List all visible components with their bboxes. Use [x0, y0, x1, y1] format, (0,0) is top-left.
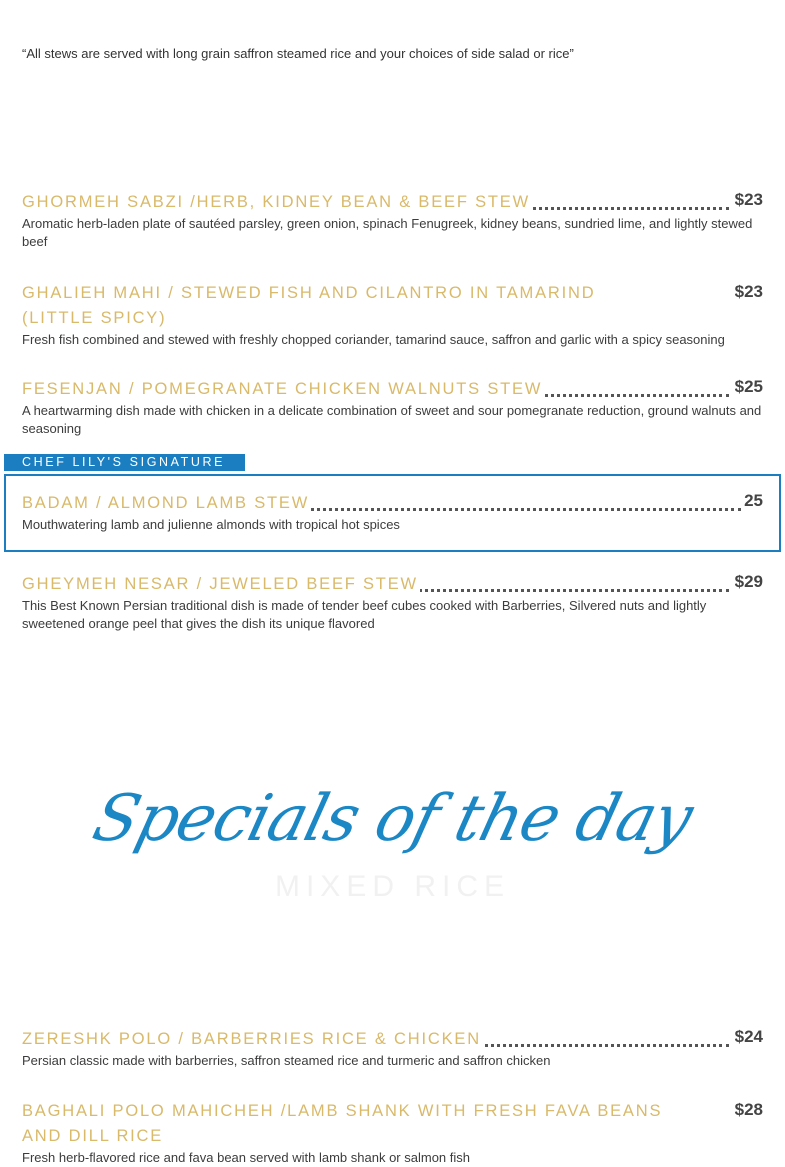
- item-description: A heartwarming dish made with chicken in a delicate combination of sweet and sour pomegranate reduction, ground walnuts and seasoning: [22, 403, 762, 436]
- item-name: GHEYMEH NESAR / JEWELED BEEF STEW: [22, 575, 418, 593]
- item-price: 25: [742, 488, 763, 513]
- menu-item-fesenjan: [22, 377, 763, 438]
- item-header: [22, 491, 763, 516]
- chef-signature-ribbon: CHEF LILY'S SIGNATURE: [4, 454, 245, 471]
- item-description: Fresh herb-flavored rice and fava bean served with lamb shank or salmon fish: [22, 1150, 470, 1165]
- specials-subtitle: MIXED RICE: [274, 870, 511, 903]
- item-header: [22, 190, 763, 215]
- item-price: $28: [733, 1097, 763, 1122]
- item-description: Mouthwatering lamb and julienne almonds with tropical hot spices: [22, 517, 400, 532]
- item-price: $29: [733, 569, 763, 594]
- item-header: [22, 1027, 763, 1052]
- item-price: $23: [733, 187, 763, 212]
- menu-item-gheymeh-nesar: [22, 572, 763, 633]
- item-header: [22, 572, 763, 597]
- item-header: [22, 281, 763, 331]
- stews-note: “All stews are served with long grain saffron steamed rice and your choices of side salad or rice”: [22, 46, 574, 61]
- item-name: ZERESHK POLO / BARBERRIES RICE & CHICKEN: [22, 1030, 481, 1048]
- item-description: Persian classic made with barberries, saffron steamed rice and turmeric and saffron chicken: [22, 1053, 551, 1068]
- menu-item-zereshk-polo: [22, 1027, 763, 1070]
- menu-item-baghali-polo: [22, 1099, 763, 1167]
- specials-title: Specials of the day: [85, 782, 700, 856]
- item-description: This Best Known Persian traditional dish is made of tender beef cubes cooked with Barberries, Silvered nuts and lightly sweetened orange peel that gives the dish its unique flavored: [22, 598, 707, 631]
- item-price: $25: [733, 374, 763, 399]
- item-name: GHORMEH SABZI /HERB, KIDNEY BEAN & BEEF STEW: [22, 193, 530, 211]
- item-name: BAGHALI POLO MAHICHEH /LAMB SHANK WITH FRESH FAVA BEANS AND DILL RICE: [22, 1099, 763, 1149]
- item-price: $24: [733, 1024, 763, 1049]
- item-price: $23: [733, 279, 763, 304]
- item-header: [22, 377, 763, 402]
- item-name: FESENJAN / POMEGRANATE CHICKEN WALNUTS STEW: [22, 380, 543, 398]
- item-name: BADAM / ALMOND LAMB STEW: [22, 494, 310, 512]
- item-description: Fresh fish combined and stewed with freshly chopped coriander, tamarind sauce, saffron and garlic with a spicy seasoning: [22, 332, 725, 347]
- item-header: [22, 1099, 763, 1149]
- item-name: GHALIEH MAHI / STEWED FISH AND CILANTRO IN TAMARIND (LITTLE SPICY): [22, 281, 763, 331]
- item-description: Aromatic herb-laden plate of sautéed parsley, green onion, spinach Fenugreek, kidney beans, sundried lime, and lightly stewed beef: [22, 216, 753, 249]
- menu-item-badam: [22, 491, 763, 534]
- menu-item-ghormeh-sabzi: [22, 190, 763, 251]
- menu-item-ghalieh-mahi: [22, 281, 763, 349]
